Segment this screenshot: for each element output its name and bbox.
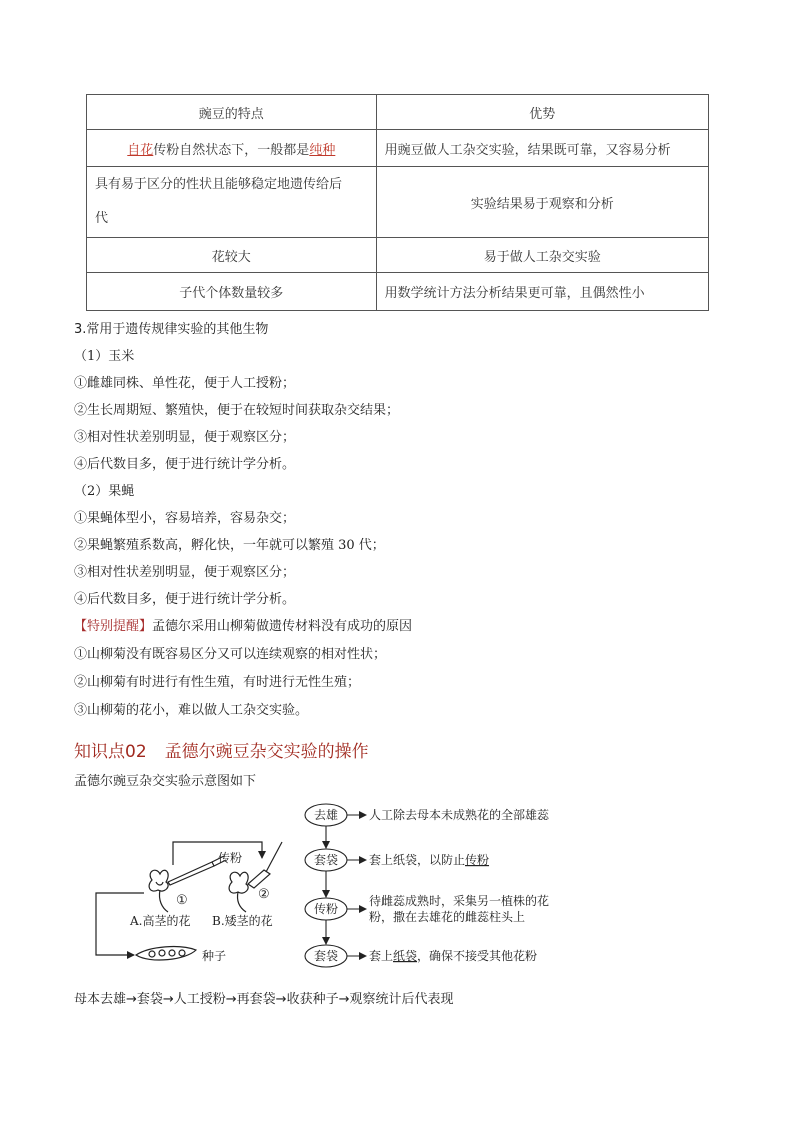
flower-b-label: B.矮茎的花 (212, 914, 273, 928)
table-cell: 实验结果易于观察和分析 (376, 167, 708, 238)
header-features: 豌豆的特点 (87, 95, 377, 130)
section-number: 知识点02 (74, 742, 147, 762)
list-item: ③相对性状差别明显，便于观察区分； (74, 430, 296, 445)
cell-text: 传粉自然状态下，一般都是 (153, 142, 310, 158)
table-row (87, 273, 709, 311)
step-description: 人工除去母本未成熟花的全部雄蕊 (369, 808, 550, 822)
pollination-illustration (96, 842, 282, 960)
short-stem-flower-icon (229, 872, 248, 912)
list-item: ②生长周期短、繁殖快，便于在较短时间获取杂交结果； (74, 403, 400, 418)
table-cell: 易于做人工杂交实验 (376, 238, 708, 273)
table-row (87, 167, 709, 238)
table-row (87, 130, 709, 167)
corn-title: （1）玉米 (74, 349, 135, 364)
section-heading (74, 737, 369, 762)
table-cell (87, 167, 377, 238)
flower-a-label: A.高茎的花 (130, 914, 191, 928)
list-item: ③相对性状差别明显，便于观察区分； (74, 565, 296, 580)
list-item: ④后代数目多，便于进行统计学分析。 (74, 457, 296, 472)
table-row (87, 238, 709, 273)
table-cell: 子代个体数量较多 (87, 273, 377, 311)
cell-line: 具有易于区分的性状且能够稳定地遗传给后 (95, 177, 343, 192)
self-pollination-term: 自花 (127, 142, 154, 158)
step-label: 传粉 (313, 902, 339, 916)
header-advantages: 优势 (376, 95, 708, 130)
table-cell: 用数学统计方法分析结果更可靠，且偶然性小 (376, 273, 708, 311)
purebred-term: 纯种 (309, 142, 336, 158)
tall-stem-flower-icon (149, 870, 168, 912)
table-cell: 用豌豆做人工杂交实验，结果既可靠，又容易分析 (376, 130, 708, 167)
list-item: ④后代数目多，便于进行统计学分析。 (74, 592, 296, 607)
step-description: 套上纸袋，以防止传粉 (369, 853, 490, 867)
reminder-tag: 【特别提醒】 (74, 619, 153, 634)
table-cell (87, 130, 377, 167)
list-item: ①山柳菊没有既容易区分又可以连续观察的相对性状； (74, 647, 387, 662)
marker-1: ① (176, 893, 188, 908)
reminder-title: 孟德尔采用山柳菊做遗传材料没有成功的原因 (152, 619, 413, 634)
fruit-fly-title: （2）果蝇 (74, 484, 135, 499)
brush-icon (248, 842, 282, 888)
section-title: 孟德尔豌豆杂交实验的操作 (164, 742, 369, 762)
procedure-summary: 母本去雄→套袋→人工授粉→再套袋→收获种子→观察统计后代表现 (74, 992, 454, 1007)
pollination-label: 传粉 (218, 851, 243, 865)
special-reminder (74, 615, 734, 634)
list-item: ①雌雄同株、单性花，便于人工授粉； (74, 376, 296, 391)
list-item: ②果蝇繁殖系数高，孵化快，一年就可以繁殖 30 代； (74, 538, 385, 553)
step-label: 套袋 (313, 949, 339, 963)
section-intro: 孟德尔豌豆杂交实验示意图如下 (74, 774, 257, 789)
list-item: ①果蝇体型小，容易培养，容易杂交； (74, 511, 296, 526)
step-description: 粉，撒在去雄花的雌蕊柱头上 (369, 910, 526, 924)
step-label: 套袋 (313, 853, 339, 867)
step-description: 套上纸袋，确保不接受其他花粉 (369, 949, 538, 963)
list-item: ③山柳菊的花小，难以做人工杂交实验。 (74, 703, 309, 718)
list-item: ②山柳菊有时进行有性生殖，有时进行无性生殖； (74, 675, 361, 690)
step-description: 待雌蕊成熟时，采集另一植株的花 (369, 894, 550, 908)
pea-features-table (86, 94, 709, 311)
seed-pod-icon (136, 947, 196, 960)
step-label: 去雄 (313, 808, 339, 822)
marker-2: ② (258, 887, 270, 902)
hybridization-diagram (0, 790, 794, 975)
seed-label: 种子 (202, 949, 227, 963)
table-header-row (87, 95, 709, 130)
other-organisms-heading: 3.常用于遗传规律实验的其他生物 (74, 322, 269, 337)
table-cell: 花较大 (87, 238, 377, 273)
cell-line: 代 (95, 211, 109, 226)
